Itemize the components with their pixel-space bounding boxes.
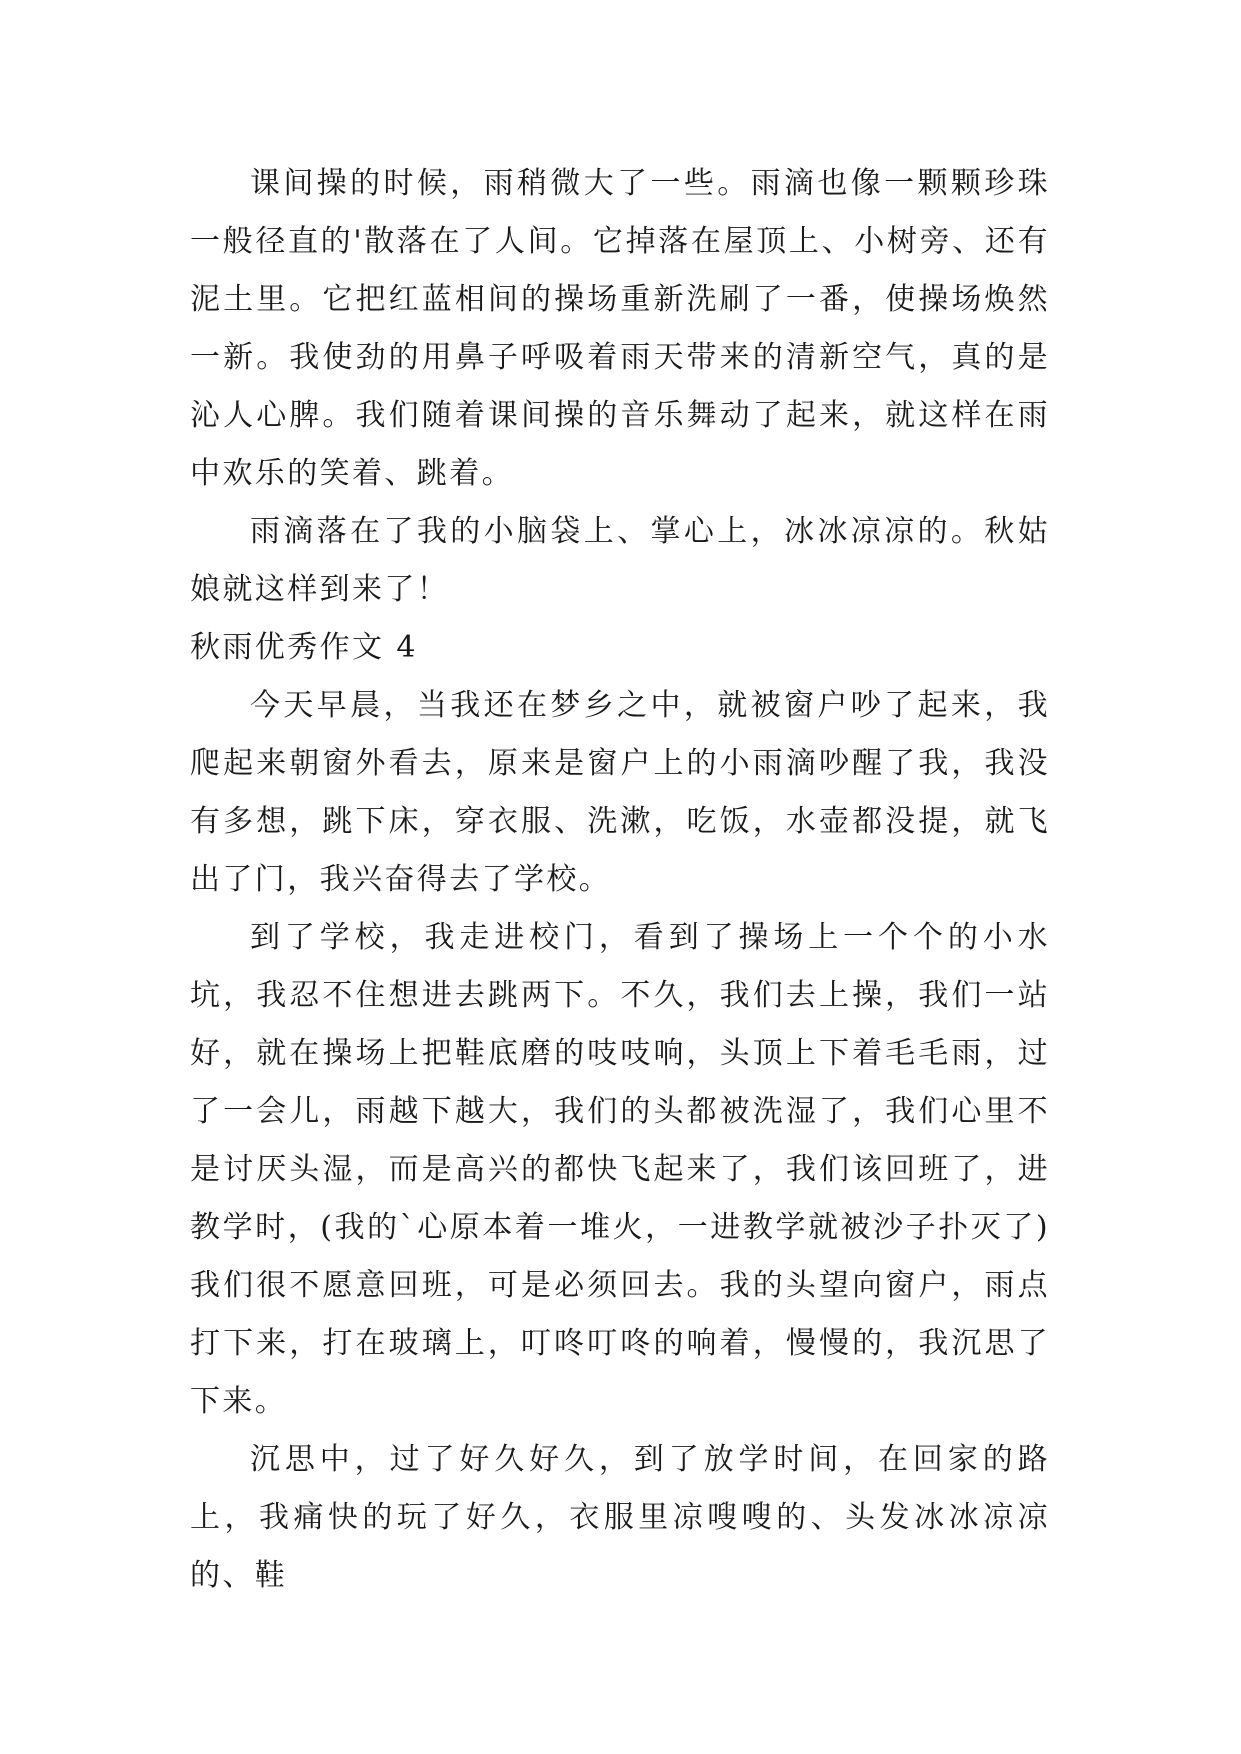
paragraph-recess-rain: 课间操的时候，雨稍微大了一些。雨滴也像一颗颗珍珠一般径直的'散落在了人间。它掉落在屋顶上、小树旁、还有泥土里。它把红蓝相间的操场重新洗刷了一番，使操场焕然一新。我使劲的用鼻子呼吸着雨天带来的清新空气，真的是沁人心脾。我们随着课间操的音乐舞动了起来，就这样在雨中欢乐的笑着、跳着。 [190, 166, 1050, 491]
document-body [190, 155, 1050, 1605]
paragraph-school: 到了学校，我走进校门，看到了操场上一个个的小水坑，我忍不住想进去跳两下。不久，我们去上操，我们一站好，就在操场上把鞋底磨的吱吱响，头顶上下着毛毛雨，过了一会儿，雨越下越大，我们的头都被洗湿了，我们心里不是讨厌头湿，而是高兴的都快飞起来了，我们该回班了，进教学时，(我的`心原本着一堆火，一进教学就被沙子扑灭了)我们很不愿意回班，可是必须回去。我的头望向窗户，雨点打下来，打在玻璃上，叮咚叮咚的响着，慢慢的，我沉思了下来。 [190, 920, 1050, 1419]
paragraph-after-school: 沉思中，过了好久好久，到了放学时间，在回家的路上，我痛快的玩了好久，衣服里凉嗖嗖的、头发冰冰凉凉的、鞋 [190, 1442, 1050, 1593]
paragraph-autumn-arrives: 雨滴落在了我的小脑袋上、掌心上，冰冰凉凉的。秋姑娘就这样到来了！ [190, 514, 1050, 607]
paragraph-morning: 今天早晨，当我还在梦乡之中，就被窗户吵了起来，我爬起来朝窗外看去，原来是窗户上的小雨滴吵醒了我，我没有多想，跳下床，穿衣服、洗漱，吃饭，水壶都没提，就飞出了门，我兴奋得去了学校。 [190, 688, 1050, 897]
essay-title: 秋雨优秀作文 4 [190, 630, 418, 665]
